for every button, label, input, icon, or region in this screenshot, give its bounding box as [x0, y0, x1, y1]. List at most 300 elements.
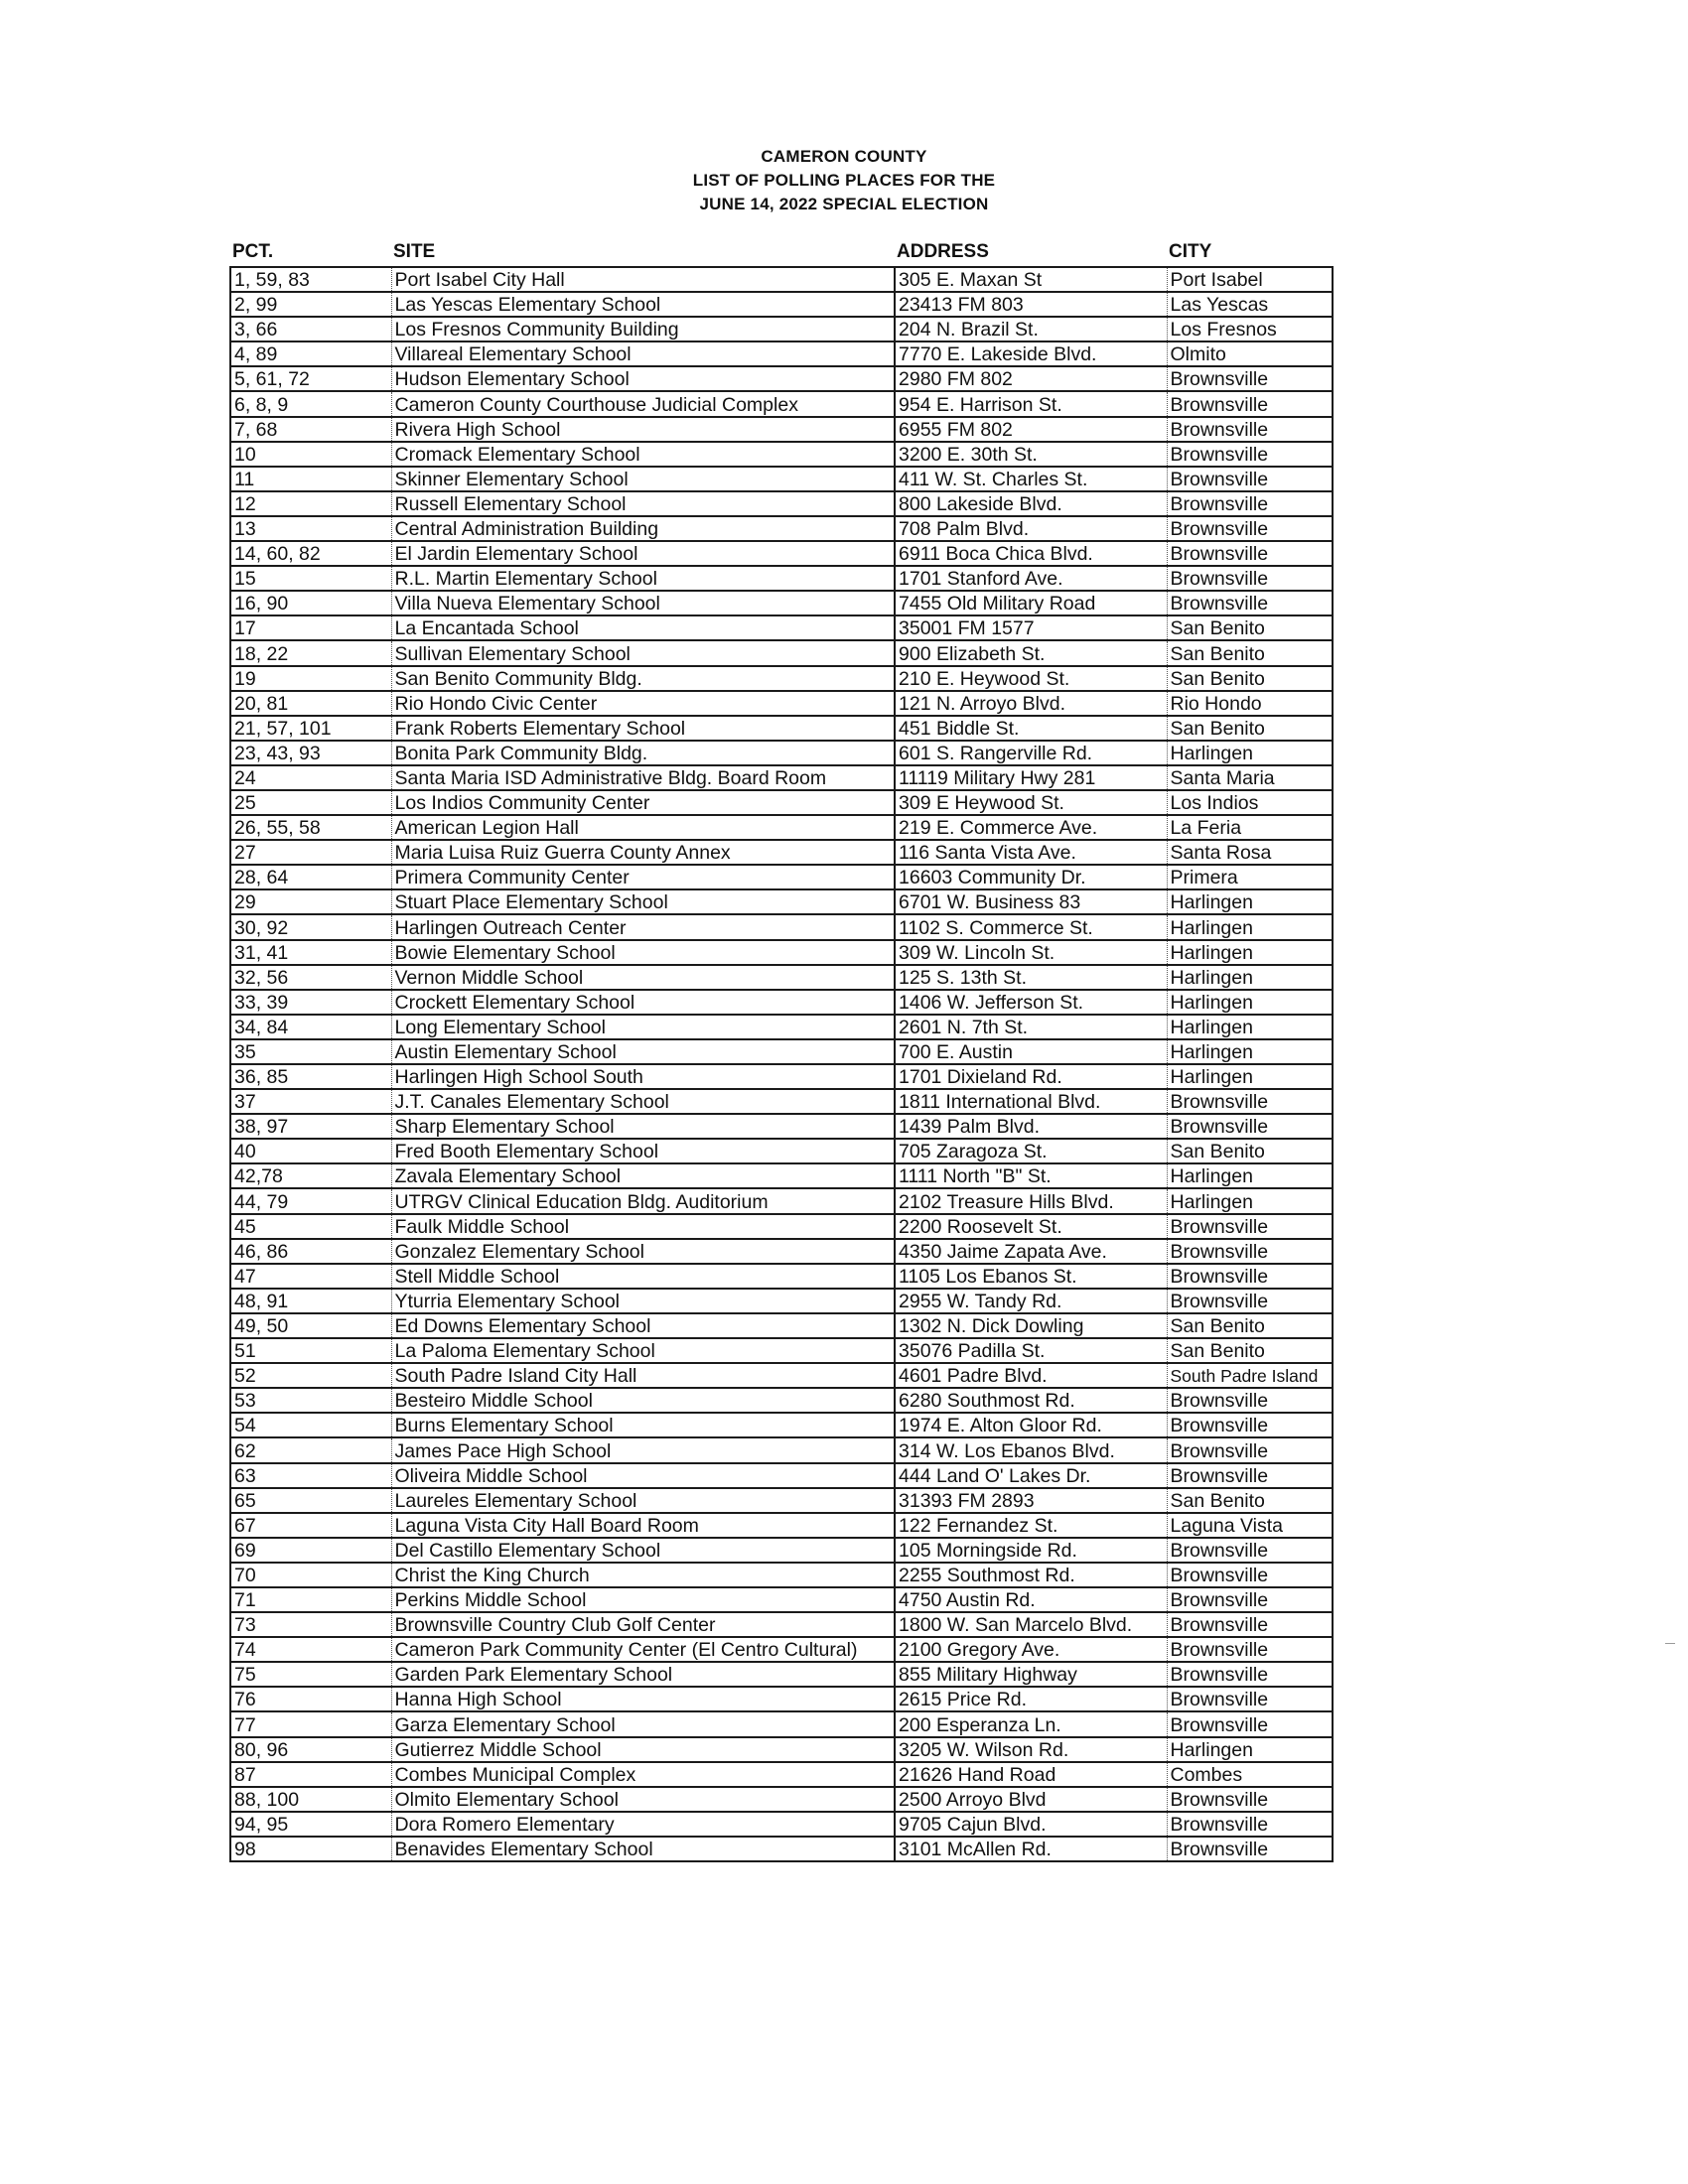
cell-city: Rio Hondo — [1167, 691, 1333, 716]
cell-site: Stuart Place Elementary School — [391, 889, 895, 914]
cell-site: Cameron Park Community Center (El Centro Cultural) — [391, 1637, 895, 1662]
table-row — [230, 615, 1333, 640]
cell-address: 116 Santa Vista Ave. — [895, 840, 1167, 865]
cell-pct: 35 — [230, 1039, 391, 1064]
cell-pct: 7, 68 — [230, 417, 391, 442]
cell-address: 11119 Military Hwy 281 — [895, 765, 1167, 790]
cell-pct: 4, 89 — [230, 341, 391, 366]
cell-pct: 29 — [230, 889, 391, 914]
cell-pct: 11 — [230, 467, 391, 491]
cell-site: Yturria Elementary School — [391, 1289, 895, 1313]
cell-city: Brownsville — [1167, 391, 1333, 416]
cell-city: Brownsville — [1167, 1388, 1333, 1413]
cell-site: Skinner Elementary School — [391, 467, 895, 491]
table-row — [230, 541, 1333, 566]
cell-site: El Jardin Elementary School — [391, 541, 895, 566]
cell-pct: 54 — [230, 1413, 391, 1437]
cell-site: Benavides Elementary School — [391, 1837, 895, 1861]
document-title — [0, 145, 1688, 216]
cell-pct: 40 — [230, 1139, 391, 1163]
column-header-site: SITE — [393, 241, 436, 262]
cell-address: 23413 FM 803 — [895, 292, 1167, 317]
column-header-address: ADDRESS — [897, 241, 989, 262]
cell-pct: 71 — [230, 1587, 391, 1612]
cell-site: Sullivan Elementary School — [391, 640, 895, 665]
cell-site: Austin Elementary School — [391, 1039, 895, 1064]
cell-city: Brownsville — [1167, 442, 1333, 467]
table-row — [230, 1587, 1333, 1612]
cell-city: Los Fresnos — [1167, 317, 1333, 341]
cell-site: Faulk Middle School — [391, 1214, 895, 1239]
table-row — [230, 1388, 1333, 1413]
cell-address: 219 E. Commerce Ave. — [895, 815, 1167, 840]
cell-pct: 49, 50 — [230, 1313, 391, 1338]
table-row — [230, 391, 1333, 416]
cell-pct: 13 — [230, 516, 391, 541]
cell-address: 1406 W. Jefferson St. — [895, 990, 1167, 1015]
cell-city: Harlingen — [1167, 1039, 1333, 1064]
cell-city: Brownsville — [1167, 1612, 1333, 1637]
polling-places-body — [230, 267, 1333, 1861]
cell-pct: 21, 57, 101 — [230, 716, 391, 741]
table-row — [230, 1637, 1333, 1662]
cell-city: Harlingen — [1167, 741, 1333, 765]
cell-site: Primera Community Center — [391, 865, 895, 889]
cell-city: San Benito — [1167, 1139, 1333, 1163]
table-row — [230, 1837, 1333, 1861]
cell-address: 16603 Community Dr. — [895, 865, 1167, 889]
cell-site: J.T. Canales Elementary School — [391, 1089, 895, 1114]
cell-pct: 67 — [230, 1513, 391, 1538]
cell-address: 1439 Palm Blvd. — [895, 1114, 1167, 1139]
cell-address: 954 E. Harrison St. — [895, 391, 1167, 416]
cell-pct: 26, 55, 58 — [230, 815, 391, 840]
cell-address: 210 E. Heywood St. — [895, 666, 1167, 691]
cell-city: Port Isabel — [1167, 267, 1333, 292]
cell-pct: 6, 8, 9 — [230, 391, 391, 416]
cell-address: 6911 Boca Chica Blvd. — [895, 541, 1167, 566]
cell-pct: 24 — [230, 765, 391, 790]
cell-address: 4750 Austin Rd. — [895, 1587, 1167, 1612]
cell-site: Port Isabel City Hall — [391, 267, 895, 292]
table-row — [230, 815, 1333, 840]
cell-address: 855 Military Highway — [895, 1662, 1167, 1687]
cell-pct: 53 — [230, 1388, 391, 1413]
column-header-city: CITY — [1169, 241, 1212, 262]
cell-site: Del Castillo Elementary School — [391, 1538, 895, 1563]
cell-city: Brownsville — [1167, 1437, 1333, 1462]
table-row — [230, 865, 1333, 889]
table-row — [230, 292, 1333, 317]
cell-pct: 31, 41 — [230, 940, 391, 965]
cell-city: Harlingen — [1167, 914, 1333, 939]
cell-address: 122 Fernandez St. — [895, 1513, 1167, 1538]
polling-places-table — [229, 266, 1334, 1862]
cell-address: 1111 North "B" St. — [895, 1163, 1167, 1188]
table-row — [230, 965, 1333, 990]
cell-site: R.L. Martin Elementary School — [391, 566, 895, 591]
table-row — [230, 1313, 1333, 1338]
cell-address: 31393 FM 2893 — [895, 1488, 1167, 1513]
table-row — [230, 1513, 1333, 1538]
cell-address: 314 W. Los Ebanos Blvd. — [895, 1437, 1167, 1462]
cell-address: 1102 S. Commerce St. — [895, 914, 1167, 939]
cell-city: Brownsville — [1167, 1413, 1333, 1437]
table-row — [230, 1463, 1333, 1488]
table-row — [230, 442, 1333, 467]
cell-address: 125 S. 13th St. — [895, 965, 1167, 990]
table-row — [230, 1488, 1333, 1513]
cell-address: 2100 Gregory Ave. — [895, 1637, 1167, 1662]
cell-city: Harlingen — [1167, 1064, 1333, 1089]
cell-pct: 12 — [230, 491, 391, 516]
table-row — [230, 765, 1333, 790]
cell-pct: 1, 59, 83 — [230, 267, 391, 292]
table-row — [230, 1163, 1333, 1188]
cell-city: San Benito — [1167, 640, 1333, 665]
cell-address: 35001 FM 1577 — [895, 615, 1167, 640]
table-row — [230, 640, 1333, 665]
cell-pct: 30, 92 — [230, 914, 391, 939]
cell-pct: 38, 97 — [230, 1114, 391, 1139]
cell-site: Villareal Elementary School — [391, 341, 895, 366]
cell-city: Los Indios — [1167, 790, 1333, 815]
cell-address: 1701 Dixieland Rd. — [895, 1064, 1167, 1089]
cell-pct: 10 — [230, 442, 391, 467]
cell-city: Brownsville — [1167, 467, 1333, 491]
cell-site: Oliveira Middle School — [391, 1463, 895, 1488]
cell-city: Brownsville — [1167, 516, 1333, 541]
cell-site: Gonzalez Elementary School — [391, 1239, 895, 1264]
table-row — [230, 1538, 1333, 1563]
table-row — [230, 1214, 1333, 1239]
cell-address: 2601 N. 7th St. — [895, 1015, 1167, 1039]
cell-address: 708 Palm Blvd. — [895, 516, 1167, 541]
cell-pct: 33, 39 — [230, 990, 391, 1015]
cell-address: 6701 W. Business 83 — [895, 889, 1167, 914]
table-row — [230, 417, 1333, 442]
cell-site: Burns Elementary School — [391, 1413, 895, 1437]
cell-pct: 69 — [230, 1538, 391, 1563]
cell-address: 200 Esperanza Ln. — [895, 1711, 1167, 1736]
cell-city: Brownsville — [1167, 1264, 1333, 1289]
table-row — [230, 1762, 1333, 1787]
cell-pct: 14, 60, 82 — [230, 541, 391, 566]
cell-pct: 45 — [230, 1214, 391, 1239]
cell-site: Dora Romero Elementary — [391, 1812, 895, 1837]
table-row — [230, 990, 1333, 1015]
cell-pct: 70 — [230, 1563, 391, 1587]
cell-pct: 94, 95 — [230, 1812, 391, 1837]
cell-city: San Benito — [1167, 1338, 1333, 1363]
cell-pct: 5, 61, 72 — [230, 366, 391, 391]
cell-pct: 15 — [230, 566, 391, 591]
cell-site: Laguna Vista City Hall Board Room — [391, 1513, 895, 1538]
cell-address: 3200 E. 30th St. — [895, 442, 1167, 467]
cell-city: Brownsville — [1167, 1538, 1333, 1563]
cell-address: 900 Elizabeth St. — [895, 640, 1167, 665]
cell-site: Long Elementary School — [391, 1015, 895, 1039]
cell-site: San Benito Community Bldg. — [391, 666, 895, 691]
cell-address: 2500 Arroyo Blvd — [895, 1787, 1167, 1812]
table-row — [230, 666, 1333, 691]
cell-city: Harlingen — [1167, 965, 1333, 990]
table-row — [230, 1114, 1333, 1139]
cell-city: San Benito — [1167, 1313, 1333, 1338]
cell-city: Harlingen — [1167, 1163, 1333, 1188]
table-row — [230, 1662, 1333, 1687]
cell-address: 2102 Treasure Hills Blvd. — [895, 1188, 1167, 1213]
cell-pct: 63 — [230, 1463, 391, 1488]
table-row — [230, 1812, 1333, 1837]
cell-address: 204 N. Brazil St. — [895, 317, 1167, 341]
cell-site: Perkins Middle School — [391, 1587, 895, 1612]
cell-city: Olmito — [1167, 341, 1333, 366]
cell-pct: 87 — [230, 1762, 391, 1787]
table-row — [230, 1711, 1333, 1736]
cell-city: Brownsville — [1167, 1662, 1333, 1687]
cell-pct: 17 — [230, 615, 391, 640]
cell-site: Rivera High School — [391, 417, 895, 442]
cell-city: South Padre Island — [1167, 1363, 1333, 1388]
cell-city: Harlingen — [1167, 889, 1333, 914]
cell-city: Laguna Vista — [1167, 1513, 1333, 1538]
cell-city: Brownsville — [1167, 1787, 1333, 1812]
cell-address: 121 N. Arroyo Blvd. — [895, 691, 1167, 716]
table-row — [230, 1188, 1333, 1213]
cell-city: Las Yescas — [1167, 292, 1333, 317]
cell-address: 7770 E. Lakeside Blvd. — [895, 341, 1167, 366]
cell-pct: 62 — [230, 1437, 391, 1462]
cell-pct: 46, 86 — [230, 1239, 391, 1264]
title-line-county: CAMERON COUNTY — [761, 147, 927, 166]
table-row — [230, 341, 1333, 366]
cell-address: 451 Biddle St. — [895, 716, 1167, 741]
cell-city: Brownsville — [1167, 491, 1333, 516]
cell-pct: 73 — [230, 1612, 391, 1637]
cell-site: Rio Hondo Civic Center — [391, 691, 895, 716]
column-headers — [229, 241, 1332, 263]
table-row — [230, 790, 1333, 815]
cell-site: Las Yescas Elementary School — [391, 292, 895, 317]
cell-pct: 28, 64 — [230, 865, 391, 889]
cell-city: Brownsville — [1167, 1637, 1333, 1662]
column-header-pct: PCT. — [232, 241, 274, 262]
cell-address: 3101 McAllen Rd. — [895, 1837, 1167, 1861]
cell-city: Combes — [1167, 1762, 1333, 1787]
cell-site: La Paloma Elementary School — [391, 1338, 895, 1363]
cell-pct: 2, 99 — [230, 292, 391, 317]
table-row — [230, 1289, 1333, 1313]
cell-address: 1811 International Blvd. — [895, 1089, 1167, 1114]
cell-address: 601 S. Rangerville Rd. — [895, 741, 1167, 765]
cell-city: Brownsville — [1167, 1089, 1333, 1114]
cell-city: Harlingen — [1167, 940, 1333, 965]
cell-site: Los Indios Community Center — [391, 790, 895, 815]
table-row — [230, 1264, 1333, 1289]
cell-city: Harlingen — [1167, 1737, 1333, 1762]
cell-site: Harlingen High School South — [391, 1064, 895, 1089]
cell-pct: 76 — [230, 1687, 391, 1711]
cell-city: Harlingen — [1167, 1188, 1333, 1213]
cell-city: San Benito — [1167, 666, 1333, 691]
cell-address: 1701 Stanford Ave. — [895, 566, 1167, 591]
cell-pct: 44, 79 — [230, 1188, 391, 1213]
table-row — [230, 1413, 1333, 1437]
cell-city: Brownsville — [1167, 1687, 1333, 1711]
cell-pct: 77 — [230, 1711, 391, 1736]
table-row — [230, 914, 1333, 939]
cell-site: Maria Luisa Ruiz Guerra County Annex — [391, 840, 895, 865]
cell-address: 35076 Padilla St. — [895, 1338, 1167, 1363]
table-row — [230, 491, 1333, 516]
table-row — [230, 1338, 1333, 1363]
cell-address: 2615 Price Rd. — [895, 1687, 1167, 1711]
cell-address: 6955 FM 802 — [895, 417, 1167, 442]
scan-artifact-mark — [1665, 1643, 1675, 1644]
cell-site: Sharp Elementary School — [391, 1114, 895, 1139]
table-row — [230, 1039, 1333, 1064]
table-row — [230, 1239, 1333, 1264]
table-row — [230, 1015, 1333, 1039]
cell-site: Gutierrez Middle School — [391, 1737, 895, 1762]
cell-city: Brownsville — [1167, 1837, 1333, 1861]
cell-city: Brownsville — [1167, 1239, 1333, 1264]
table-row — [230, 1737, 1333, 1762]
cell-pct: 32, 56 — [230, 965, 391, 990]
cell-address: 1302 N. Dick Dowling — [895, 1313, 1167, 1338]
cell-city: Brownsville — [1167, 1563, 1333, 1587]
cell-site: La Encantada School — [391, 615, 895, 640]
cell-city: San Benito — [1167, 615, 1333, 640]
cell-pct: 42,78 — [230, 1163, 391, 1188]
cell-city: Harlingen — [1167, 1015, 1333, 1039]
cell-city: La Feria — [1167, 815, 1333, 840]
cell-city: Brownsville — [1167, 566, 1333, 591]
cell-city: Brownsville — [1167, 417, 1333, 442]
table-row — [230, 467, 1333, 491]
cell-pct: 65 — [230, 1488, 391, 1513]
cell-site: Laureles Elementary School — [391, 1488, 895, 1513]
cell-address: 309 E Heywood St. — [895, 790, 1167, 815]
cell-site: Los Fresnos Community Building — [391, 317, 895, 341]
cell-pct: 98 — [230, 1837, 391, 1861]
cell-address: 2200 Roosevelt St. — [895, 1214, 1167, 1239]
table-row — [230, 940, 1333, 965]
cell-city: Brownsville — [1167, 1711, 1333, 1736]
cell-city: Brownsville — [1167, 1214, 1333, 1239]
cell-site: Hanna High School — [391, 1687, 895, 1711]
cell-site: Harlingen Outreach Center — [391, 914, 895, 939]
cell-city: Brownsville — [1167, 1812, 1333, 1837]
table-row — [230, 1437, 1333, 1462]
table-row — [230, 1089, 1333, 1114]
cell-site: Bowie Elementary School — [391, 940, 895, 965]
table-row — [230, 1612, 1333, 1637]
cell-city: Brownsville — [1167, 1114, 1333, 1139]
cell-address: 3205 W. Wilson Rd. — [895, 1737, 1167, 1762]
cell-pct: 23, 43, 93 — [230, 741, 391, 765]
cell-site: UTRGV Clinical Education Bldg. Auditorium — [391, 1188, 895, 1213]
cell-pct: 88, 100 — [230, 1787, 391, 1812]
table-row — [230, 716, 1333, 741]
cell-pct: 27 — [230, 840, 391, 865]
cell-city: Brownsville — [1167, 591, 1333, 615]
cell-address: 105 Morningside Rd. — [895, 1538, 1167, 1563]
cell-city: Brownsville — [1167, 1463, 1333, 1488]
cell-address: 700 E. Austin — [895, 1039, 1167, 1064]
cell-site: Garden Park Elementary School — [391, 1662, 895, 1687]
cell-address: 705 Zaragoza St. — [895, 1139, 1167, 1163]
cell-site: Fred Booth Elementary School — [391, 1139, 895, 1163]
title-line-election: JUNE 14, 2022 SPECIAL ELECTION — [699, 195, 989, 213]
table-row — [230, 591, 1333, 615]
cell-city: Brownsville — [1167, 366, 1333, 391]
table-row — [230, 267, 1333, 292]
cell-site: Bonita Park Community Bldg. — [391, 741, 895, 765]
cell-city: Brownsville — [1167, 1587, 1333, 1612]
cell-city: Santa Rosa — [1167, 840, 1333, 865]
cell-site: American Legion Hall — [391, 815, 895, 840]
cell-site: Hudson Elementary School — [391, 366, 895, 391]
cell-site: Combes Municipal Complex — [391, 1762, 895, 1787]
table-row — [230, 889, 1333, 914]
cell-pct: 51 — [230, 1338, 391, 1363]
cell-address: 1800 W. San Marcelo Blvd. — [895, 1612, 1167, 1637]
cell-site: Christ the King Church — [391, 1563, 895, 1587]
table-row — [230, 1687, 1333, 1711]
cell-site: Ed Downs Elementary School — [391, 1313, 895, 1338]
table-row — [230, 1064, 1333, 1089]
cell-pct: 48, 91 — [230, 1289, 391, 1313]
cell-address: 309 W. Lincoln St. — [895, 940, 1167, 965]
cell-city: Brownsville — [1167, 1289, 1333, 1313]
cell-pct: 3, 66 — [230, 317, 391, 341]
cell-city: San Benito — [1167, 1488, 1333, 1513]
cell-site: Garza Elementary School — [391, 1711, 895, 1736]
cell-site: Russell Elementary School — [391, 491, 895, 516]
cell-city: Brownsville — [1167, 541, 1333, 566]
cell-site: Stell Middle School — [391, 1264, 895, 1289]
cell-site: Cameron County Courthouse Judicial Complex — [391, 391, 895, 416]
cell-pct: 47 — [230, 1264, 391, 1289]
table-row — [230, 1787, 1333, 1812]
table-row — [230, 741, 1333, 765]
cell-city: Primera — [1167, 865, 1333, 889]
cell-pct: 20, 81 — [230, 691, 391, 716]
table-row — [230, 317, 1333, 341]
cell-site: Zavala Elementary School — [391, 1163, 895, 1188]
cell-city: Santa Maria — [1167, 765, 1333, 790]
cell-pct: 19 — [230, 666, 391, 691]
cell-pct: 16, 90 — [230, 591, 391, 615]
cell-site: Cromack Elementary School — [391, 442, 895, 467]
cell-pct: 80, 96 — [230, 1737, 391, 1762]
cell-address: 2255 Southmost Rd. — [895, 1563, 1167, 1587]
table-row — [230, 1139, 1333, 1163]
table-row — [230, 1363, 1333, 1388]
table-row — [230, 516, 1333, 541]
cell-site: Santa Maria ISD Administrative Bldg. Board Room — [391, 765, 895, 790]
cell-address: 305 E. Maxan St — [895, 267, 1167, 292]
cell-address: 4350 Jaime Zapata Ave. — [895, 1239, 1167, 1264]
cell-address: 9705 Cajun Blvd. — [895, 1812, 1167, 1837]
cell-address: 2980 FM 802 — [895, 366, 1167, 391]
cell-pct: 75 — [230, 1662, 391, 1687]
cell-site: Frank Roberts Elementary School — [391, 716, 895, 741]
cell-address: 4601 Padre Blvd. — [895, 1363, 1167, 1388]
cell-pct: 34, 84 — [230, 1015, 391, 1039]
